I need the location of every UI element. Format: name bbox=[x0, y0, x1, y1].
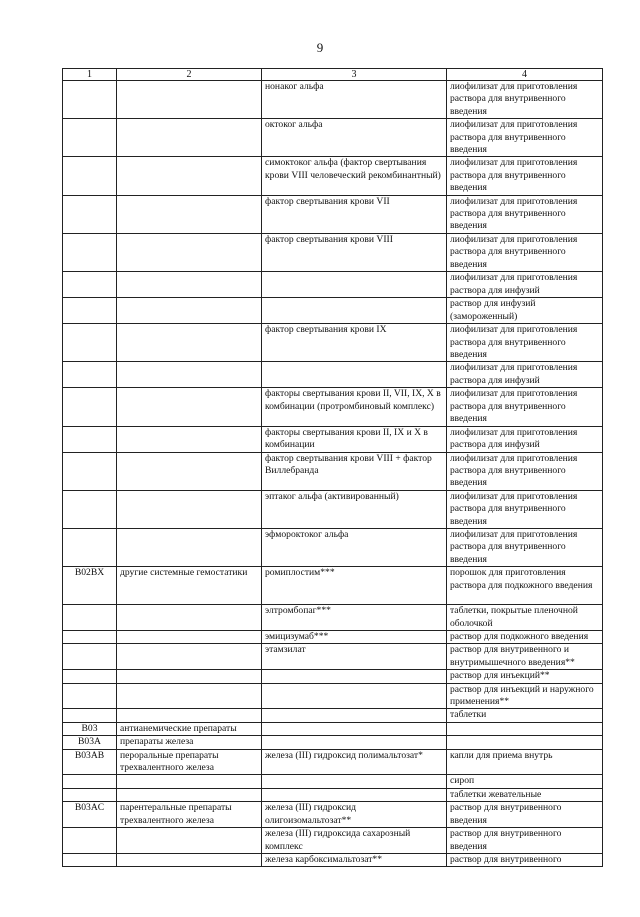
drug-name-cell: эфмороктоког альфа bbox=[262, 528, 447, 566]
drug-table bbox=[62, 68, 603, 867]
dosage-form-cell: лиофилизат для приготовления раствора для внутривенного введения bbox=[447, 195, 603, 233]
group-name-cell bbox=[117, 490, 262, 528]
table-row bbox=[63, 272, 603, 298]
atc-code-cell bbox=[63, 324, 117, 362]
group-name-cell bbox=[117, 853, 262, 866]
group-name-cell bbox=[117, 362, 262, 388]
atc-code-cell bbox=[63, 605, 117, 631]
atc-code-cell bbox=[63, 683, 117, 709]
group-name-cell bbox=[117, 388, 262, 426]
table-row bbox=[63, 853, 603, 866]
group-name-cell bbox=[117, 452, 262, 490]
drug-name-cell bbox=[262, 362, 447, 388]
dosage-form-cell: раствор для инъекций** bbox=[447, 670, 603, 683]
group-name-cell bbox=[117, 644, 262, 670]
dosage-form-cell: сироп bbox=[447, 775, 603, 788]
group-name-cell bbox=[117, 683, 262, 709]
table-row bbox=[63, 119, 603, 157]
table-row bbox=[63, 644, 603, 670]
atc-code-cell bbox=[63, 670, 117, 683]
dosage-form-cell: раствор для инфузий (замороженный) bbox=[447, 298, 603, 324]
table-row bbox=[63, 736, 603, 749]
drug-name-cell bbox=[262, 298, 447, 324]
dosage-form-cell: раствор для внутривенного введения bbox=[447, 802, 603, 828]
group-name-cell bbox=[117, 605, 262, 631]
atc-code-cell bbox=[63, 528, 117, 566]
group-name-cell bbox=[117, 709, 262, 722]
dosage-form-cell: раствор для внутривенного введения bbox=[447, 828, 603, 854]
group-name-cell: антианемические препараты bbox=[117, 722, 262, 735]
group-name-cell bbox=[117, 528, 262, 566]
table-row bbox=[63, 388, 603, 426]
dosage-form-cell: лиофилизат для приготовления раствора для внутривенного введения bbox=[447, 388, 603, 426]
atc-code-cell: B03AC bbox=[63, 802, 117, 828]
group-name-cell bbox=[117, 81, 262, 119]
table-row bbox=[63, 324, 603, 362]
group-name-cell bbox=[117, 631, 262, 644]
drug-name-cell bbox=[262, 709, 447, 722]
atc-code-cell bbox=[63, 709, 117, 722]
column-number-3: 3 bbox=[262, 69, 447, 81]
drug-name-cell: нонаког альфа bbox=[262, 81, 447, 119]
column-number-4: 4 bbox=[447, 69, 603, 81]
group-name-cell bbox=[117, 828, 262, 854]
atc-code-cell bbox=[63, 195, 117, 233]
drug-name-cell bbox=[262, 775, 447, 788]
group-name-cell bbox=[117, 324, 262, 362]
atc-code-cell bbox=[63, 828, 117, 854]
drug-name-cell: фактор свертывания крови IX bbox=[262, 324, 447, 362]
dosage-form-cell bbox=[447, 722, 603, 735]
dosage-form-cell: раствор для внутривенного bbox=[447, 853, 603, 866]
atc-code-cell bbox=[63, 775, 117, 788]
drug-name-cell: железа (III) гидроксид олигоизомальтозат** bbox=[262, 802, 447, 828]
table-row bbox=[63, 157, 603, 195]
group-name-cell: другие системные гемостатики bbox=[117, 567, 262, 605]
drug-name-cell: симоктоког альфа (фактор свертывания крови VIII человеческий рекомбинантный) bbox=[262, 157, 447, 195]
drug-name-cell: эмицизумаб*** bbox=[262, 631, 447, 644]
atc-code-cell: B03AB bbox=[63, 749, 117, 775]
table-row bbox=[63, 683, 603, 709]
group-name-cell bbox=[117, 298, 262, 324]
table-row bbox=[63, 452, 603, 490]
atc-code-cell bbox=[63, 298, 117, 324]
drug-name-cell bbox=[262, 683, 447, 709]
dosage-form-cell: лиофилизат для приготовления раствора для внутривенного введения bbox=[447, 490, 603, 528]
group-name-cell: пероральные препараты трехвалентного железа bbox=[117, 749, 262, 775]
drug-name-cell bbox=[262, 788, 447, 801]
table-row bbox=[63, 631, 603, 644]
table-row bbox=[63, 802, 603, 828]
drug-name-cell bbox=[262, 722, 447, 735]
drug-name-cell: факторы свертывания крови II, VII, IX, X в комбинации (протромбиновый комплекс) bbox=[262, 388, 447, 426]
table-row bbox=[63, 81, 603, 119]
group-name-cell bbox=[117, 233, 262, 271]
table-row bbox=[63, 195, 603, 233]
table-row bbox=[63, 828, 603, 854]
drug-name-cell: факторы свертывания крови II, IX и X в комбинации bbox=[262, 426, 447, 452]
atc-code-cell bbox=[63, 272, 117, 298]
atc-code-cell bbox=[63, 426, 117, 452]
atc-code-cell bbox=[63, 452, 117, 490]
dosage-form-cell: лиофилизат для приготовления раствора для внутривенного введения bbox=[447, 157, 603, 195]
table-row bbox=[63, 788, 603, 801]
atc-code-cell bbox=[63, 631, 117, 644]
table-row bbox=[63, 233, 603, 271]
drug-name-cell: железа карбоксимальтозат** bbox=[262, 853, 447, 866]
atc-code-cell bbox=[63, 388, 117, 426]
table-row bbox=[63, 528, 603, 566]
dosage-form-cell: раствор для подкожного введения bbox=[447, 631, 603, 644]
atc-code-cell: B03A bbox=[63, 736, 117, 749]
table-row bbox=[63, 749, 603, 775]
drug-name-cell bbox=[262, 272, 447, 298]
table-row bbox=[63, 605, 603, 631]
dosage-form-cell: лиофилизат для приготовления раствора для инфузий bbox=[447, 426, 603, 452]
drug-name-cell bbox=[262, 670, 447, 683]
group-name-cell bbox=[117, 157, 262, 195]
dosage-form-cell: лиофилизат для приготовления раствора для инфузий bbox=[447, 272, 603, 298]
table-row bbox=[63, 775, 603, 788]
dosage-form-cell: лиофилизат для приготовления раствора для внутривенного введения bbox=[447, 81, 603, 119]
dosage-form-cell bbox=[447, 736, 603, 749]
group-name-cell: препараты железа bbox=[117, 736, 262, 749]
dosage-form-cell: лиофилизат для приготовления раствора для внутривенного введения bbox=[447, 324, 603, 362]
atc-code-cell bbox=[63, 233, 117, 271]
drug-name-cell: фактор свертывания крови VIII + фактор Виллебранда bbox=[262, 452, 447, 490]
group-name-cell bbox=[117, 788, 262, 801]
atc-code-cell bbox=[63, 853, 117, 866]
atc-code-cell bbox=[63, 81, 117, 119]
column-number-2: 2 bbox=[117, 69, 262, 81]
group-name-cell bbox=[117, 119, 262, 157]
dosage-form-cell: лиофилизат для приготовления раствора для инфузий bbox=[447, 362, 603, 388]
table-row bbox=[63, 362, 603, 388]
drug-name-cell: фактор свертывания крови VIII bbox=[262, 233, 447, 271]
table-row bbox=[63, 722, 603, 735]
group-name-cell bbox=[117, 670, 262, 683]
atc-code-cell bbox=[63, 490, 117, 528]
dosage-form-cell: порошок для приготовления раствора для подкожного введения bbox=[447, 567, 603, 605]
dosage-form-cell: лиофилизат для приготовления раствора для внутривенного введения bbox=[447, 119, 603, 157]
dosage-form-cell: лиофилизат для приготовления раствора для внутривенного введения bbox=[447, 452, 603, 490]
table-header-row bbox=[63, 69, 603, 81]
atc-code-cell: B02BX bbox=[63, 567, 117, 605]
drug-name-cell: железа (III) гидроксид полимальтозат* bbox=[262, 749, 447, 775]
drug-name-cell bbox=[262, 736, 447, 749]
drug-name-cell: железа (III) гидроксида сахарозный комплекс bbox=[262, 828, 447, 854]
table-row bbox=[63, 709, 603, 722]
group-name-cell bbox=[117, 195, 262, 233]
atc-code-cell bbox=[63, 788, 117, 801]
dosage-form-cell: капли для приема внутрь bbox=[447, 749, 603, 775]
dosage-form-cell: таблетки, покрытые пленочной оболочкой bbox=[447, 605, 603, 631]
dosage-form-cell: раствор для внутривенного и внутримышечного введения** bbox=[447, 644, 603, 670]
dosage-form-cell: таблетки bbox=[447, 709, 603, 722]
drug-name-cell: эптаког альфа (активированный) bbox=[262, 490, 447, 528]
atc-code-cell bbox=[63, 119, 117, 157]
column-number-1: 1 bbox=[63, 69, 117, 81]
table-row bbox=[63, 670, 603, 683]
group-name-cell bbox=[117, 775, 262, 788]
atc-code-cell bbox=[63, 644, 117, 670]
table-row bbox=[63, 298, 603, 324]
dosage-form-cell: раствор для инъекций и наружного применения** bbox=[447, 683, 603, 709]
drug-name-cell: ромиплостим*** bbox=[262, 567, 447, 605]
drug-name-cell: фактор свертывания крови VII bbox=[262, 195, 447, 233]
drug-name-cell: октоког альфа bbox=[262, 119, 447, 157]
table-row bbox=[63, 426, 603, 452]
dosage-form-cell: таблетки жевательные bbox=[447, 788, 603, 801]
table-row bbox=[63, 490, 603, 528]
dosage-form-cell: лиофилизат для приготовления раствора для внутривенного введения bbox=[447, 528, 603, 566]
group-name-cell: парентеральные препараты трехвалентного железа bbox=[117, 802, 262, 828]
atc-code-cell: B03 bbox=[63, 722, 117, 735]
drug-name-cell: элтромбопаг*** bbox=[262, 605, 447, 631]
atc-code-cell bbox=[63, 362, 117, 388]
drug-name-cell: этамзилат bbox=[262, 644, 447, 670]
dosage-form-cell: лиофилизат для приготовления раствора для внутривенного введения bbox=[447, 233, 603, 271]
page-number: 9 bbox=[316, 40, 324, 55]
table-row bbox=[63, 567, 603, 605]
group-name-cell bbox=[117, 272, 262, 298]
group-name-cell bbox=[117, 426, 262, 452]
atc-code-cell bbox=[63, 157, 117, 195]
